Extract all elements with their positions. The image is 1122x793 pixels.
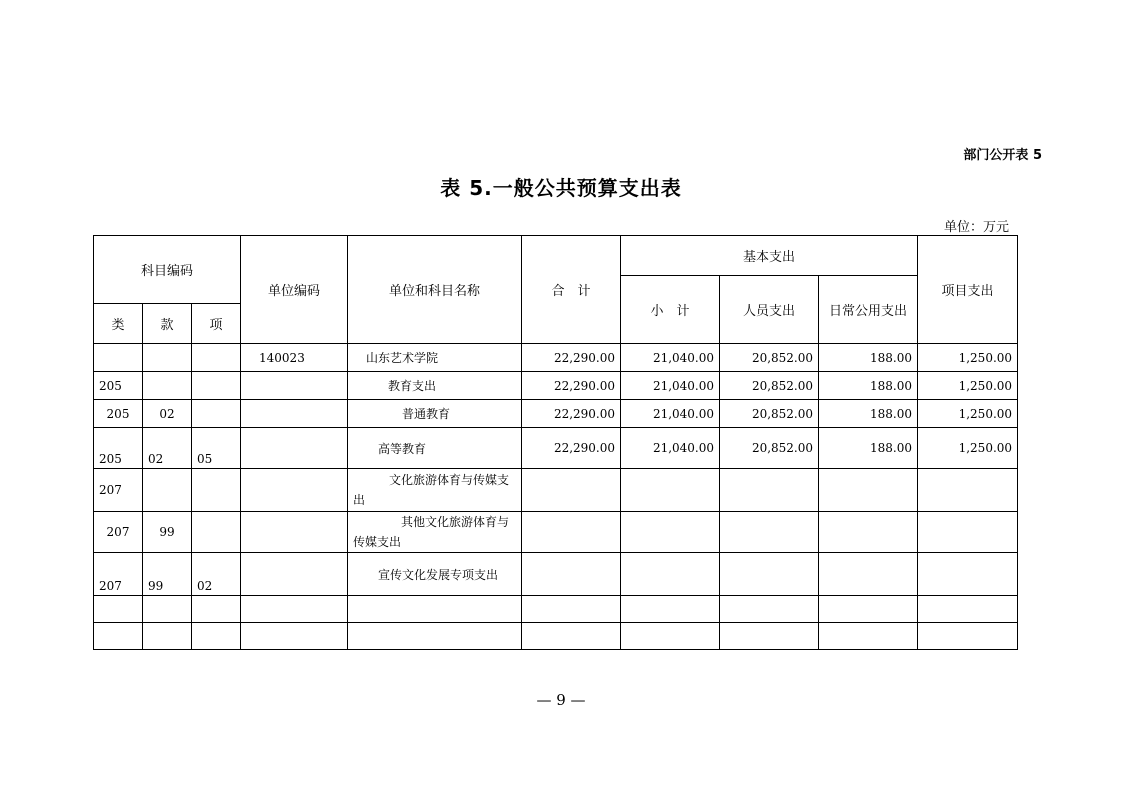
- cell-subtotal: [621, 512, 720, 553]
- empty-cell: [143, 596, 192, 623]
- cell-unit-code: [241, 512, 348, 553]
- cell-project: 1,250.00: [918, 400, 1018, 428]
- empty-cell: [192, 596, 241, 623]
- cell-total: 22,290.00: [522, 428, 621, 469]
- table-tag: 部门公开表 5: [963, 148, 1042, 163]
- cell-kuan: [143, 344, 192, 372]
- cell-total: [522, 553, 621, 596]
- header-basic-expenditure: 基本支出: [621, 236, 918, 276]
- cell-name-line-1: 其他文化旅游体育与: [401, 515, 510, 529]
- header-row-1: [94, 236, 1018, 276]
- header-xiang: 项: [192, 304, 241, 344]
- cell-total: 22,290.00: [522, 372, 621, 400]
- empty-cell: [720, 596, 819, 623]
- cell-total: 22,290.00: [522, 344, 621, 372]
- cell-lei: 205: [94, 400, 143, 428]
- header-lei: 类: [94, 304, 143, 344]
- cell-project: [918, 512, 1018, 553]
- cell-name: [348, 512, 522, 553]
- cell-lei: 205: [94, 372, 143, 400]
- cell-project: 1,250.00: [918, 372, 1018, 400]
- table-row: [94, 553, 1018, 596]
- cell-personnel: [720, 512, 819, 553]
- empty-cell: [192, 623, 241, 650]
- cell-lei: [94, 344, 143, 372]
- cell-lei: 207: [94, 553, 143, 596]
- empty-cell: [720, 623, 819, 650]
- cell-name: 教育支出: [348, 372, 522, 400]
- cell-name: 山东艺术学院: [348, 344, 522, 372]
- cell-personnel: 20,852.00: [720, 400, 819, 428]
- cell-subtotal: 21,040.00: [621, 400, 720, 428]
- cell-xiang: [192, 344, 241, 372]
- cell-personnel: 20,852.00: [720, 428, 819, 469]
- cell-xiang: [192, 469, 241, 512]
- cell-lei: 207: [94, 469, 143, 512]
- cell-subtotal: [621, 469, 720, 512]
- header-personnel: 人员支出: [720, 276, 819, 344]
- cell-daily: [819, 469, 918, 512]
- cell-unit-code: [241, 428, 348, 469]
- cell-project: [918, 469, 1018, 512]
- cell-lei: 207: [94, 512, 143, 553]
- cell-personnel: [720, 469, 819, 512]
- cell-name: 普通教育: [348, 400, 522, 428]
- empty-cell: [918, 596, 1018, 623]
- cell-total: [522, 512, 621, 553]
- cell-lei: 205: [94, 428, 143, 469]
- unit-label: 单位：万元: [943, 220, 1009, 235]
- empty-row: [94, 596, 1018, 623]
- header-project-expenditure: 项目支出: [918, 236, 1018, 344]
- cell-subtotal: 21,040.00: [621, 372, 720, 400]
- empty-cell: [348, 623, 522, 650]
- cell-daily: 188.00: [819, 400, 918, 428]
- cell-daily: [819, 512, 918, 553]
- cell-unit-code: [241, 553, 348, 596]
- cell-name: 高等教育: [348, 428, 522, 469]
- header-subtotal: 小 计: [621, 276, 720, 344]
- cell-daily: 188.00: [819, 372, 918, 400]
- cell-project: 1,250.00: [918, 428, 1018, 469]
- cell-unit-code: [241, 400, 348, 428]
- header-unit-code: 单位编码: [241, 236, 348, 344]
- cell-kuan: [143, 372, 192, 400]
- empty-cell: [819, 596, 918, 623]
- cell-name: 宣传文化发展专项支出: [348, 553, 522, 596]
- cell-unit-code: [241, 469, 348, 512]
- table-row: [94, 512, 1018, 553]
- cell-project: 1,250.00: [918, 344, 1018, 372]
- cell-total: [522, 469, 621, 512]
- empty-cell: [94, 623, 143, 650]
- cell-kuan: [143, 469, 192, 512]
- cell-personnel: [720, 553, 819, 596]
- table-row: [94, 469, 1018, 512]
- cell-unit-code: 140023: [241, 344, 348, 372]
- empty-cell: [522, 596, 621, 623]
- header-name: 单位和科目名称: [348, 236, 522, 344]
- empty-cell: [94, 596, 143, 623]
- empty-cell: [143, 623, 192, 650]
- table-row: [94, 400, 1018, 428]
- cell-xiang: 02: [192, 553, 241, 596]
- cell-personnel: 20,852.00: [720, 344, 819, 372]
- table-row: [94, 372, 1018, 400]
- cell-xiang: [192, 400, 241, 428]
- empty-cell: [241, 623, 348, 650]
- cell-xiang: [192, 372, 241, 400]
- header-daily-public: 日常公用支出: [819, 276, 918, 344]
- table-row: [94, 344, 1018, 372]
- cell-subtotal: 21,040.00: [621, 344, 720, 372]
- cell-daily: [819, 553, 918, 596]
- cell-name: [348, 469, 522, 512]
- cell-daily: 188.00: [819, 344, 918, 372]
- cell-name-line-2: 出: [353, 493, 366, 507]
- page-number: — 9 —: [536, 691, 586, 709]
- cell-name-line-2: 传媒支出: [353, 535, 402, 549]
- table-row: [94, 428, 1018, 469]
- cell-kuan: 02: [143, 400, 192, 428]
- empty-cell: [621, 623, 720, 650]
- cell-subtotal: [621, 553, 720, 596]
- cell-total: 22,290.00: [522, 400, 621, 428]
- budget-table: [93, 235, 1018, 650]
- empty-cell: [918, 623, 1018, 650]
- header-subject-code: 科目编码: [94, 236, 241, 304]
- empty-cell: [522, 623, 621, 650]
- empty-cell: [241, 596, 348, 623]
- cell-subtotal: 21,040.00: [621, 428, 720, 469]
- cell-xiang: 05: [192, 428, 241, 469]
- empty-cell: [621, 596, 720, 623]
- empty-cell: [348, 596, 522, 623]
- cell-kuan: 02: [143, 428, 192, 469]
- cell-personnel: 20,852.00: [720, 372, 819, 400]
- empty-cell: [819, 623, 918, 650]
- cell-unit-code: [241, 372, 348, 400]
- cell-kuan: 99: [143, 512, 192, 553]
- empty-row: [94, 623, 1018, 650]
- header-total: 合 计: [522, 236, 621, 344]
- page-title: 表 5.一般公共预算支出表: [440, 176, 682, 200]
- cell-xiang: [192, 512, 241, 553]
- cell-project: [918, 553, 1018, 596]
- cell-name-line-1: 文化旅游体育与传媒支: [389, 473, 510, 487]
- cell-kuan: 99: [143, 553, 192, 596]
- header-kuan: 款: [143, 304, 192, 344]
- cell-daily: 188.00: [819, 428, 918, 469]
